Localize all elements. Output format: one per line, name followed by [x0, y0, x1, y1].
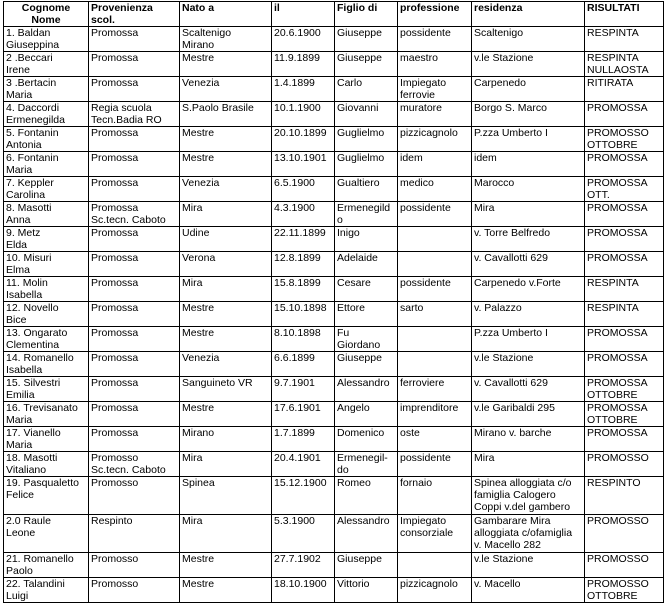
cell-cognome-nome: 12. Novello Bice	[4, 302, 89, 327]
cell-risultati: PROMOSSA	[585, 427, 664, 452]
header-il: il	[272, 2, 335, 27]
cell-risultati: PROMOSSA OTTOBRE	[585, 377, 664, 402]
cell-provenienza: Promossa	[89, 52, 180, 77]
cell-figlio-di: Carlo	[335, 77, 398, 102]
table-row	[4, 352, 664, 377]
cell-nato-a: Verona	[180, 252, 272, 277]
cell-provenienza: Promossa	[89, 152, 180, 177]
cell-risultati: RITIRATA	[585, 77, 664, 102]
cell-residenza: v.le Stazione	[472, 52, 585, 77]
table-row	[4, 202, 664, 227]
cell-il: 20.10.1899	[272, 127, 335, 152]
cell-residenza: v.le Stazione	[472, 352, 585, 377]
cell-provenienza: Promossa	[89, 277, 180, 302]
cell-il: 6.6.1899	[272, 352, 335, 377]
cell-nato-a: Venezia	[180, 177, 272, 202]
cell-provenienza: Promosso	[89, 578, 180, 603]
cell-nato-a: Udine	[180, 227, 272, 252]
cell-residenza: P.zza Umberto I	[472, 127, 585, 152]
cell-nato-a: Mestre	[180, 52, 272, 77]
cell-professione	[398, 352, 472, 377]
cell-provenienza: Promossa Sc.tecn. Caboto	[89, 202, 180, 227]
cell-cognome-nome: 2 .Beccari Irene	[4, 52, 89, 77]
header-risultati: RISULTATI	[585, 2, 664, 27]
cell-professione: Impiegato consorziale	[398, 515, 472, 553]
cell-nato-a: Mestre	[180, 553, 272, 578]
cell-nato-a: Mestre	[180, 302, 272, 327]
cell-residenza: Carpenedo	[472, 77, 585, 102]
cell-residenza: Mirano v. barche	[472, 427, 585, 452]
cell-residenza: v. Cavallotti 629	[472, 377, 585, 402]
cell-figlio-di: Guglielmo	[335, 152, 398, 177]
cell-risultati: PROMOSSA	[585, 327, 664, 352]
cell-cognome-nome: 18. Masotti Vitaliano	[4, 452, 89, 477]
cell-risultati: PROMOSSO	[585, 452, 664, 477]
cell-cognome-nome: 14. Romanello Isabella	[4, 352, 89, 377]
cell-nato-a: Scaltenigo Mirano	[180, 27, 272, 52]
cell-cognome-nome: 13. Ongarato Clementina	[4, 327, 89, 352]
cell-il: 20.6.1900	[272, 27, 335, 52]
cell-cognome-nome: 3 .Bertacin Maria	[4, 77, 89, 102]
cell-residenza: v.le Garibaldi 295	[472, 402, 585, 427]
cell-risultati: PROMOSSA	[585, 202, 664, 227]
cell-provenienza: Promossa	[89, 427, 180, 452]
cell-risultati: PROMOSSO	[585, 515, 664, 553]
header-residenza: residenza	[472, 2, 585, 27]
cell-nato-a: Mestre	[180, 152, 272, 177]
cell-nato-a: Venezia	[180, 77, 272, 102]
cell-provenienza: Promossa	[89, 227, 180, 252]
cell-cognome-nome: 4. Daccordi Ermenegilda	[4, 102, 89, 127]
cell-cognome-nome: 16. Trevisanato Maria	[4, 402, 89, 427]
cell-cognome-nome: 2.0 Raule Leone	[4, 515, 89, 553]
cell-figlio-di: Giuseppe	[335, 553, 398, 578]
cell-professione: possidente	[398, 27, 472, 52]
cell-cognome-nome: 15. Silvestri Emilia	[4, 377, 89, 402]
cell-figlio-di: Ermenegil- do	[335, 452, 398, 477]
cell-nato-a: Mestre	[180, 327, 272, 352]
cell-professione	[398, 227, 472, 252]
cell-figlio-di: Guglielmo	[335, 127, 398, 152]
table-row	[4, 252, 664, 277]
cell-nato-a: Mira	[180, 515, 272, 553]
table-row	[4, 52, 664, 77]
cell-residenza: v. Cavallotti 629	[472, 252, 585, 277]
cell-provenienza: Promosso Sc.tecn. Caboto	[89, 452, 180, 477]
cell-residenza: Mira	[472, 202, 585, 227]
cell-cognome-nome: 6. Fontanin Maria	[4, 152, 89, 177]
cell-risultati: PROMOSSO OTTOBRE	[585, 578, 664, 603]
header-figlio-di: Figlio di	[335, 2, 398, 27]
cell-professione: medico	[398, 177, 472, 202]
header-professione: professione	[398, 2, 472, 27]
cell-il: 22.11.1899	[272, 227, 335, 252]
cell-cognome-nome: 9. Metz Elda	[4, 227, 89, 252]
cell-risultati: PROMOSSO OTTOBRE	[585, 127, 664, 152]
cell-provenienza: Promossa	[89, 27, 180, 52]
cell-il: 17.6.1901	[272, 402, 335, 427]
cell-figlio-di: Cesare	[335, 277, 398, 302]
cell-cognome-nome: 8. Masotti Anna	[4, 202, 89, 227]
cell-nato-a: Mirano	[180, 427, 272, 452]
table-row	[4, 77, 664, 102]
cell-professione: Impiegato ferrovie	[398, 77, 472, 102]
cell-nato-a: Mira	[180, 452, 272, 477]
table-row	[4, 302, 664, 327]
cell-risultati: PROMOSSA	[585, 152, 664, 177]
cell-figlio-di: Vittorio	[335, 578, 398, 603]
cell-provenienza: Promossa	[89, 77, 180, 102]
cell-figlio-di: Angelo	[335, 402, 398, 427]
cell-risultati: RESPINTA	[585, 27, 664, 52]
cell-residenza: idem	[472, 152, 585, 177]
cell-residenza: Mira	[472, 452, 585, 477]
cell-nato-a: Spinea	[180, 477, 272, 515]
table-row	[4, 127, 664, 152]
cell-professione: possidente	[398, 452, 472, 477]
cell-residenza: v. Palazzo	[472, 302, 585, 327]
cell-il: 4.3.1900	[272, 202, 335, 227]
cell-cognome-nome: 19. Pasqualetto Felice	[4, 477, 89, 515]
cell-il: 5.3.1900	[272, 515, 335, 553]
table-row	[4, 515, 664, 553]
header-cognome-nome: Cognome Nome	[4, 2, 89, 27]
cell-risultati: RESPINTA NULLAOSTA	[585, 52, 664, 77]
cell-provenienza: Promossa	[89, 352, 180, 377]
cell-cognome-nome: 21. Romanello Paolo	[4, 553, 89, 578]
cell-nato-a: S.Paolo Brasile	[180, 102, 272, 127]
cell-professione: ferroviere	[398, 377, 472, 402]
cell-il: 1.7.1899	[272, 427, 335, 452]
cell-professione: possidente	[398, 202, 472, 227]
cell-provenienza: Promossa	[89, 327, 180, 352]
cell-professione	[398, 327, 472, 352]
cell-cognome-nome: 22. Talandini Luigi	[4, 578, 89, 603]
cell-professione: sarto	[398, 302, 472, 327]
cell-residenza: Marocco	[472, 177, 585, 202]
cell-il: 9.7.1901	[272, 377, 335, 402]
cell-figlio-di: Giovanni	[335, 102, 398, 127]
cell-professione: imprenditore	[398, 402, 472, 427]
cell-nato-a: Mestre	[180, 578, 272, 603]
cell-figlio-di: Inigo	[335, 227, 398, 252]
cell-figlio-di: Giuseppe	[335, 52, 398, 77]
cell-il: 8.10.1898	[272, 327, 335, 352]
cell-provenienza: Promossa	[89, 402, 180, 427]
cell-cognome-nome: 5. Fontanin Antonia	[4, 127, 89, 152]
cell-provenienza: Regia scuola Tecn.Badia RO	[89, 102, 180, 127]
cell-il: 27.7.1902	[272, 553, 335, 578]
cell-professione	[398, 553, 472, 578]
table-row	[4, 578, 664, 603]
cell-provenienza: Promossa	[89, 177, 180, 202]
cell-residenza: Spinea alloggiata c/o famiglia Calogero Coppi v.del gambero	[472, 477, 585, 515]
cell-figlio-di: Adelaide	[335, 252, 398, 277]
cell-residenza: Borgo S. Marco	[472, 102, 585, 127]
cell-professione: muratore	[398, 102, 472, 127]
cell-provenienza: Promossa	[89, 252, 180, 277]
cell-nato-a: Venezia	[180, 352, 272, 377]
cell-risultati: PROMOSSA	[585, 102, 664, 127]
header-nato-a: Nato a	[180, 2, 272, 27]
cell-figlio-di: Gualtiero	[335, 177, 398, 202]
cell-risultati: PROMOSSA	[585, 252, 664, 277]
cell-residenza: v. Torre Belfredo	[472, 227, 585, 252]
cell-il: 18.10.1900	[272, 578, 335, 603]
table-row	[4, 377, 664, 402]
cell-provenienza: Promosso	[89, 553, 180, 578]
cell-professione: pizzicagnolo	[398, 127, 472, 152]
cell-il: 15.12.1900	[272, 477, 335, 515]
table-row	[4, 177, 664, 202]
cell-figlio-di: Domenico	[335, 427, 398, 452]
cell-figlio-di: Alessandro	[335, 515, 398, 553]
cell-risultati: RESPINTO	[585, 477, 664, 515]
cell-il: 15.10.1898	[272, 302, 335, 327]
cell-il: 13.10.1901	[272, 152, 335, 177]
student-records-table	[3, 1, 664, 603]
cell-risultati: PROMOSSO	[585, 553, 664, 578]
cell-professione: pizzicagnolo	[398, 578, 472, 603]
table-row	[4, 477, 664, 515]
cell-residenza: Scaltenigo	[472, 27, 585, 52]
cell-cognome-nome: 17. Vianello Maria	[4, 427, 89, 452]
cell-figlio-di: Alessandro	[335, 377, 398, 402]
cell-residenza: v. Macello	[472, 578, 585, 603]
cell-risultati: RESPINTA	[585, 277, 664, 302]
cell-provenienza: Promossa	[89, 127, 180, 152]
cell-provenienza: Promosso	[89, 477, 180, 515]
cell-cognome-nome: 1. Baldan Giuseppina	[4, 27, 89, 52]
cell-figlio-di: Fu Giordano	[335, 327, 398, 352]
cell-residenza: P.zza Umberto I	[472, 327, 585, 352]
cell-il: 20.4.1901	[272, 452, 335, 477]
cell-nato-a: Mestre	[180, 402, 272, 427]
cell-il: 11.9.1899	[272, 52, 335, 77]
cell-nato-a: Mira	[180, 277, 272, 302]
cell-professione: idem	[398, 152, 472, 177]
table-row	[4, 402, 664, 427]
cell-professione: oste	[398, 427, 472, 452]
cell-provenienza: Promossa	[89, 302, 180, 327]
cell-figlio-di: Ettore	[335, 302, 398, 327]
cell-nato-a: Sanguineto VR	[180, 377, 272, 402]
cell-residenza: Carpenedo v.Forte	[472, 277, 585, 302]
cell-professione: maestro	[398, 52, 472, 77]
cell-provenienza: Respinto	[89, 515, 180, 553]
table-row	[4, 27, 664, 52]
table-row	[4, 327, 664, 352]
cell-il: 15.8.1899	[272, 277, 335, 302]
table-row	[4, 452, 664, 477]
cell-nato-a: Mestre	[180, 127, 272, 152]
cell-residenza: v.le Stazione	[472, 553, 585, 578]
cell-risultati: RESPINTA	[585, 302, 664, 327]
cell-professione: possidente	[398, 277, 472, 302]
table-row	[4, 152, 664, 177]
cell-figlio-di: Ermenegild o	[335, 202, 398, 227]
cell-risultati: PROMOSSA	[585, 227, 664, 252]
cell-cognome-nome: 7. Keppler Carolina	[4, 177, 89, 202]
cell-risultati: PROMOSSA OTTOBRE	[585, 402, 664, 427]
cell-risultati: PROMOSSA OTT.	[585, 177, 664, 202]
cell-residenza: Gambarare Mira alloggiata c/ofamiglia v. Macello 282	[472, 515, 585, 553]
cell-nato-a: Mira	[180, 202, 272, 227]
header-provenienza: Provenienza scol.	[89, 2, 180, 27]
table-row	[4, 553, 664, 578]
cell-professione: fornaio	[398, 477, 472, 515]
cell-cognome-nome: 11. Molin Isabella	[4, 277, 89, 302]
cell-figlio-di: Romeo	[335, 477, 398, 515]
header-row	[4, 2, 664, 27]
cell-il: 6.5.1900	[272, 177, 335, 202]
cell-figlio-di: Giuseppe	[335, 352, 398, 377]
table-row	[4, 277, 664, 302]
cell-cognome-nome: 10. Misuri Elma	[4, 252, 89, 277]
cell-professione	[398, 252, 472, 277]
cell-figlio-di: Giuseppe	[335, 27, 398, 52]
cell-il: 12.8.1899	[272, 252, 335, 277]
cell-il: 1.4.1899	[272, 77, 335, 102]
cell-provenienza: Promossa	[89, 377, 180, 402]
cell-il: 10.1.1900	[272, 102, 335, 127]
cell-risultati: PROMOSSA	[585, 352, 664, 377]
table-row	[4, 102, 664, 127]
table-row	[4, 427, 664, 452]
table-row	[4, 227, 664, 252]
